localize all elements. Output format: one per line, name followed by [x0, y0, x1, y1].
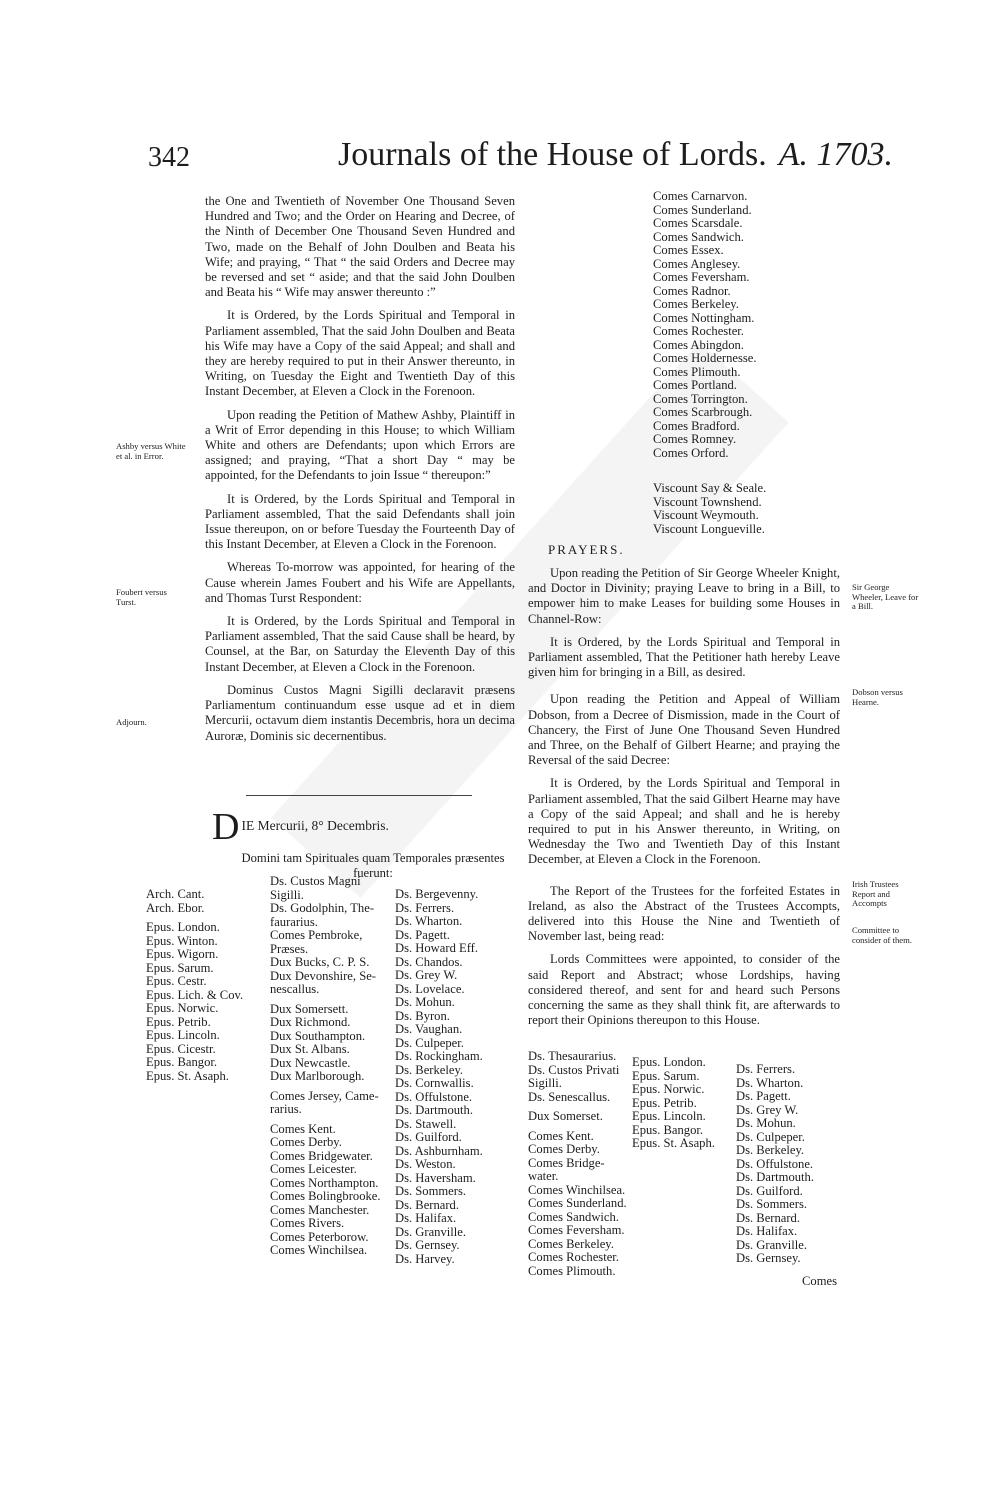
list-item: Comes Scarbrough. [653, 405, 753, 419]
list-item: Comes Manchester. [270, 1202, 370, 1217]
list-item: Præses. [270, 941, 309, 956]
list-item: Ds. Dartmouth. [395, 1103, 474, 1117]
list-item: Ds. Rockingham. [395, 1049, 483, 1063]
list-item: Ds. Wharton. [736, 1075, 804, 1090]
list-item: Comes Bolingbrooke. [270, 1189, 381, 1203]
list-item: Dux St. Albans. [270, 1042, 350, 1056]
list-item: Comes Torrington. [653, 391, 748, 406]
list-item: Ds. Dartmouth. [736, 1170, 815, 1184]
list-item: Ds. Custos Magni [270, 874, 361, 888]
list-item: Comes Nottingham. [653, 310, 755, 325]
list-item: Comes Derby. [270, 1135, 342, 1149]
list-item: Comes Leicester. [270, 1162, 357, 1176]
committee-list-bishops [632, 1050, 715, 1151]
list-item: Dux Devonshire, Se- [270, 968, 376, 983]
list-item: Comes Essex. [653, 243, 724, 257]
list-item: Epus. Winton. [146, 933, 218, 948]
list-item: Comes Rochester. [528, 1250, 619, 1264]
list-item: Ds. Sommers. [395, 1184, 467, 1198]
list-item: Epus. Lincoln. [632, 1109, 706, 1123]
list-item: Ds. Pagett. [736, 1089, 791, 1103]
list-item: Epus. St. Asaph. [632, 1136, 715, 1150]
list-item: rarius. [270, 1102, 302, 1116]
paragraph: Dominus Custos Magni Sigilli declaravit præsens Parliamentum continuandum esse usque ad et in diem Mercurii, octavum diem instantis Decembris, hora un decima Auroræ, Dominis sic decernentibus. [205, 682, 515, 743]
list-item: Ds. Gernsey. [736, 1251, 801, 1265]
list-item: Comes Orford. [653, 445, 729, 460]
list-item: Comes Sandwich. [653, 229, 744, 244]
left-column [205, 194, 515, 752]
list-item: Epus. Cestr. [146, 974, 207, 988]
list-item: Ds. Mohun. [736, 1116, 796, 1130]
right-column [528, 566, 840, 1036]
paragraph: Upon reading the Petition of Mathew Ashby, Plaintiff in a Writ of Error depending in this House; to which William White and others are Defendants; upon which Errors are assigned; and praying, “That a short Day “ may be appointed, for the Defendants to join Issue “ thereupon:” [205, 407, 515, 483]
page-number: 342 [148, 142, 190, 173]
list-item: Ds. Offulstone. [736, 1156, 814, 1171]
list-item: Ds. Vaughan. [395, 1022, 463, 1036]
paragraph: Lords Committees were appointed, to consider of the said Report and Abstract; whose Lordships, having considered thereof, and sent for and heard such Persons concerning the same as they shall think fit, are afterwards to report their Opinions thereupon to this House. [528, 952, 840, 1028]
list-item: Ds. Ashburnham. [395, 1143, 483, 1158]
attendance-list-bishops [146, 888, 243, 1083]
list-item: Arch. Cant. [146, 887, 205, 901]
list-item: Comes Plimouth. [528, 1263, 616, 1278]
date-text: IE Mercurii, 8° Decembris. [241, 818, 389, 833]
list-item: Ds. Guilford. [736, 1183, 803, 1198]
list-item: Ds. Berkeley. [395, 1062, 464, 1077]
list-item: nescallus. [270, 982, 320, 996]
section-rule [246, 795, 472, 796]
list-item: Dux Bucks, C. P. S. [270, 955, 370, 969]
list-item: Dux Somerset. [528, 1109, 603, 1123]
paragraph: It is Ordered, by the Lords Spiritual and Temporal in Parliament assembled, That the said Defendants shall join Issue thereupon, on or before Tuesday the Fourteenth Day of this Instant December, at Eleven a Clock in the Forenoon. [205, 491, 515, 552]
list-item: Ds. Godolphin, The- [270, 901, 375, 915]
paragraph: It is Ordered, by the Lords Spiritual and Temporal in Parliament assembled, That the said Cause shall be heard, by Counsel, at the Bar, on Saturday the Eleventh Day of this Instant December, at Eleven a Clock in the Forenoon. [205, 614, 515, 674]
list-item: Comes Pembroke, [270, 928, 363, 942]
list-item: Ds. Grey W. [395, 968, 458, 982]
list-item: Ds. Halifax. [395, 1211, 457, 1225]
list-item: Ds. Guilford. [395, 1130, 462, 1144]
list-item: Comes Kent. [270, 1121, 336, 1136]
list-item: Ds. Bergevenny. [395, 887, 479, 901]
paragraph: the One and Twentieth of November One Thousand Seven Hundred and Two; and the Order on Hearing and Decree, of the Ninth of December One Thousand Seven Hundred and Two, made on the Behalf of John Doulben and Beata his Wife; and praying, “ That “ the said Orders and Decree may be reversed and set “ aside; and that the said John Doulben and Beata his “ Wife may answer thereunto :” [205, 194, 515, 300]
date-heading [212, 806, 522, 848]
list-item: Epus. St. Asaph. [146, 1068, 229, 1083]
journal-title: Journals of the House of Lords. [338, 136, 767, 173]
list-item: Comes Anglesey. [653, 256, 741, 271]
paragraph: It is Ordered, by the Lords Spiritual and Temporal in Parliament assembled, That the said John Doulben and Beata his Wife may have a Copy of the said Appeal; and shall and they are hereby required to put in their Answer thereunto, in Writing, on Tuesday the Eight and Twentieth Day of this Instant December, at Eleven a Clock in the Forenoon. [205, 308, 515, 399]
section-heading: PRAYERS. [548, 542, 625, 557]
list-item: Ds. Mohun. [395, 995, 455, 1009]
committee-list-lords [736, 1063, 814, 1266]
list-item: Ds. Ferrers. [736, 1062, 796, 1076]
list-item: Comes Feversham. [528, 1223, 625, 1237]
list-item: Comes Sunderland. [653, 202, 752, 217]
present-heading: Domini tam Spirituales quam Temporales præsentes fuerunt: [241, 851, 505, 880]
list-item: Comes Northampton. [270, 1175, 379, 1190]
list-item: Dux Newcastle. [270, 1055, 351, 1070]
list-item: Ds. Granville. [395, 1224, 466, 1239]
list-item: Ds. Lovelace. [395, 981, 465, 996]
margin-note: Foubert versus Turst. [116, 587, 167, 607]
list-item: Comes Rivers. [270, 1216, 345, 1230]
list-item: Epus. Lincoln. [146, 1028, 220, 1042]
list-item: Comes Bridge- [528, 1155, 605, 1170]
attendance-list-lords [395, 888, 483, 1266]
list-item: Epus. Petrib. [632, 1095, 697, 1110]
list-item: Epus. Bangor. [632, 1122, 704, 1137]
list-item: Arch. Ebor. [146, 900, 205, 915]
list-item: Viscount Weymouth. [653, 508, 759, 522]
list-item: Ds. Thesaurarius. [528, 1049, 617, 1063]
list-item: Comes Scarsdale. [653, 216, 743, 230]
list-item: Epus. London. [632, 1055, 706, 1069]
margin-note: Ashby versus White et al. in Error. [116, 441, 186, 461]
list-item: Ds. Haversham. [395, 1170, 476, 1185]
list-item: Ds. Howard Eff. [395, 941, 479, 955]
catchword: Comes [802, 1274, 837, 1288]
list-item: Ds. Stawell. [395, 1116, 457, 1131]
list-item: Ds. Harvey. [395, 1251, 455, 1266]
list-item: Ds. Byron. [395, 1008, 450, 1023]
list-item: Epus. London. [146, 920, 220, 934]
list-item: Ds. Senescallus. [528, 1089, 611, 1104]
list-item: Comes Bridgewater. [270, 1148, 373, 1163]
list-item: Ds. Culpeper. [736, 1129, 805, 1144]
list-item: Epus. Cicestr. [146, 1041, 216, 1056]
list-item: Dux Richmond. [270, 1015, 351, 1029]
paragraph: Upon reading the Petition and Appeal of William Dobson, from a Decree of Dismission, made in the Court of Chancery, the First of June One Thousand Seven Hundred and Three, on the Behalf of Gilbert Hearne; and praying the Reversal of the said Decree: [528, 692, 840, 768]
list-item: Ds. Sommers. [736, 1197, 808, 1211]
page-header [148, 136, 893, 186]
margin-note: Irish Trustees Report and Accompts [852, 879, 899, 908]
list-item: Comes Jersey, Came- [270, 1088, 379, 1103]
list-item: Epus. Petrib. [146, 1014, 211, 1029]
list-item: Comes Holdernesse. [653, 351, 757, 365]
margin-note: Committee to consider of them. [852, 925, 912, 945]
list-item: Viscount Longueville. [653, 521, 765, 536]
list-item: Comes Winchilsea. [270, 1243, 368, 1257]
list-item: Epus. Wigorn. [146, 947, 219, 961]
attendance-list-viscounts [653, 482, 766, 536]
list-item: Comes Derby. [528, 1142, 600, 1156]
list-item: Comes Radnor. [653, 283, 731, 298]
list-item: Ds. Offulstone. [395, 1089, 473, 1104]
list-item: Ds. Bernard. [395, 1197, 460, 1212]
list-item: water. [528, 1169, 559, 1183]
list-item: Dux Somersett. [270, 1001, 349, 1016]
list-item: Comes Berkeley. [528, 1236, 614, 1251]
list-item: Comes Sandwich. [528, 1209, 619, 1224]
list-item: Sigilli. [528, 1076, 562, 1090]
list-item: Comes Abingdon. [653, 337, 744, 352]
list-item: Comes Plimouth. [653, 364, 741, 379]
list-item: Viscount Townshend. [653, 494, 762, 509]
journal-year: A. 1703. [778, 136, 893, 173]
list-item: Ds. Grey W. [736, 1102, 799, 1117]
list-item: Ds. Ferrers. [395, 900, 455, 915]
margin-note: Adjourn. [116, 717, 147, 727]
paragraph: It is Ordered, by the Lords Spiritual and Temporal in Parliament assembled, That the Petitioner hath hereby Leave given him for bringing in a Bill, as desired. [528, 634, 840, 680]
list-item: Comes Bradford. [653, 418, 740, 433]
list-item: Comes Feversham. [653, 270, 750, 284]
list-item: Dux Southampton. [270, 1028, 366, 1043]
list-item: Comes Sunderland. [528, 1196, 627, 1210]
margin-note: Dobson versus Hearne. [852, 687, 903, 707]
paragraph: It is Ordered, by the Lords Spiritual and Temporal in Parliament assembled, That the said Gilbert Hearne may have a Copy of the said Appeal; and shall and he is hereby required to put in his Answer thereunto, in Writing, on Wednesday the Two and Twentieth Day of this Instant December, at Eleven a Clock in the Forenoon. [528, 776, 840, 867]
list-item: Epus. Norwic. [146, 1001, 219, 1015]
list-item: Ds. Custos Privati [528, 1062, 620, 1077]
list-item: Epus. Lich. & Cov. [146, 987, 244, 1002]
list-item: Ds. Weston. [395, 1157, 456, 1171]
list-item: Comes Carnarvon. [653, 189, 748, 203]
list-item: Ds. Pagett. [395, 927, 450, 942]
paragraph: The Report of the Trustees for the forfeited Estates in Ireland, as also the Abstract of the Trustees Accompts, delivered into this House the Nine and Twentieth of November last, being read: [528, 883, 840, 944]
list-item: Epus. Sarum. [632, 1068, 700, 1083]
list-item: Comes Kent. [528, 1128, 594, 1143]
list-item: Epus. Bangor. [146, 1055, 218, 1069]
paragraph: Upon reading the Petition of Sir George Wheeler Knight, and Doctor in Divinity; praying Leave to bring in a Bill, to empower him to make Leases for building some Houses in Channel-Row: [528, 566, 840, 626]
paragraph: Whereas To-morrow was appointed, for hearing of the Cause wherein James Foubert and his Wife are Appellants, and Thomas Turst Respondent: [205, 560, 515, 605]
list-item: Ds. Chandos. [395, 954, 463, 969]
list-item: Epus. Norwic. [632, 1082, 705, 1096]
list-item: Ds. Gernsey. [395, 1238, 460, 1252]
attendance-list-peers [270, 875, 381, 1258]
list-item: Ds. Bernard. [736, 1210, 801, 1225]
committee-list-peers [528, 1050, 627, 1278]
list-item: Sigilli. [270, 887, 304, 902]
list-item: Ds. Granville. [736, 1237, 807, 1252]
list-item: Ds. Wharton. [395, 914, 463, 928]
margin-note: Sir George Wheeler, Leave for a Bill. [852, 582, 919, 611]
list-item: Ds. Berkeley. [736, 1143, 805, 1157]
list-item: faurarius. [270, 914, 318, 929]
list-item: Comes Portland. [653, 378, 737, 392]
list-item: Viscount Say & Seale. [653, 481, 767, 495]
list-item: Ds. Cornwallis. [395, 1076, 474, 1090]
list-item: Comes Winchilsea. [528, 1182, 626, 1197]
attendance-list-earls [653, 190, 757, 460]
list-item: Comes Berkeley. [653, 297, 739, 311]
list-item: Comes Rochester. [653, 324, 744, 338]
list-item: Ds. Culpeper. [395, 1035, 464, 1050]
list-item: Ds. Halifax. [736, 1224, 798, 1238]
list-item: Comes Romney. [653, 432, 737, 446]
list-item: Epus. Sarum. [146, 960, 214, 975]
drop-cap: D [212, 806, 240, 848]
list-item: Dux Marlborough. [270, 1069, 365, 1083]
list-item: Comes Peterborow. [270, 1229, 369, 1244]
